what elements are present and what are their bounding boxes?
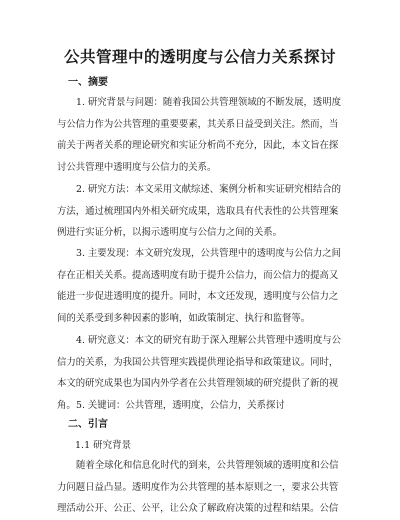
text-line: 5. 关键词：公共管理，透明度，公信力，关系探讨: [76, 400, 285, 411]
text-line: 方法，通过梳理国内外相关研究成果，选取具有代表性的公共管理案: [57, 205, 339, 217]
text-line: 1. 研究背景与问题：随着我国公共管理领域的不断发展，透明度: [76, 97, 342, 108]
text-line: 间的关系受到多种因素的影响，如政策制定、执行和监督等。: [57, 312, 311, 324]
text-line: 4. 研究意义：本文的研究有助于深入理解公共管理中透明度与公: [76, 335, 342, 346]
text-line: 力问题日益凸显。透明度作为公共管理的基本原则之一，要求公共管: [57, 481, 339, 493]
text-line: 前关于两者关系的理论研究和实证分析尚不充分，因此，本文旨在探: [57, 140, 339, 152]
text-line: 理活动公开、公正、公平，让公众了解政府决策的过程和结果。公信: [57, 503, 339, 515]
section-heading-intro: 二、引言: [68, 419, 108, 430]
intro-paragraph: [57, 455, 343, 520]
section-heading-abstract: 一、摘要: [68, 77, 108, 88]
text-line: 信力的关系，为我国公共管理实践提供理论指导和政策建议。同时，: [57, 356, 339, 368]
sub-heading-research-background: 1.1 研究背景: [75, 440, 132, 451]
text-line: 例进行实证分析，以揭示透明度与公信力之间的关系。: [57, 227, 283, 239]
abstract-paragraph-1: [57, 92, 343, 178]
abstract-keywords: [57, 395, 343, 417]
text-line: 2. 研究方法：本文采用文献综述、案例分析和实证研究相结合的: [76, 184, 342, 195]
abstract-paragraph-3: [57, 243, 343, 329]
text-line: 本文的研究成果也为国内外学者在公共管理领域的研究提供了新的视: [57, 378, 339, 390]
text-line: 随着全球化和信息化时代的到来，公共管理领域的透明度和公信: [76, 460, 339, 471]
text-line: 讨公共管理中透明度与公信力的关系。: [57, 161, 217, 173]
text-line: 存在正相关关系。提高透明度有助于提升公信力，而公信力的提高又: [57, 269, 339, 281]
document-title: 公共管理中的透明度与公信力关系探讨: [63, 47, 336, 66]
text-line: 与公信力作为公共管理的重要要素，其关系日益受到关注。然而，当: [57, 118, 339, 130]
text-line: 能进一步促进透明度的提升。同时，本文还发现，透明度与公信力之: [57, 291, 339, 303]
abstract-paragraph-2: [57, 179, 343, 244]
text-line: 角。: [57, 399, 76, 411]
text-line: 3. 主要发现：本文研究发现，公共管理中的透明度与公信力之间: [76, 248, 342, 259]
